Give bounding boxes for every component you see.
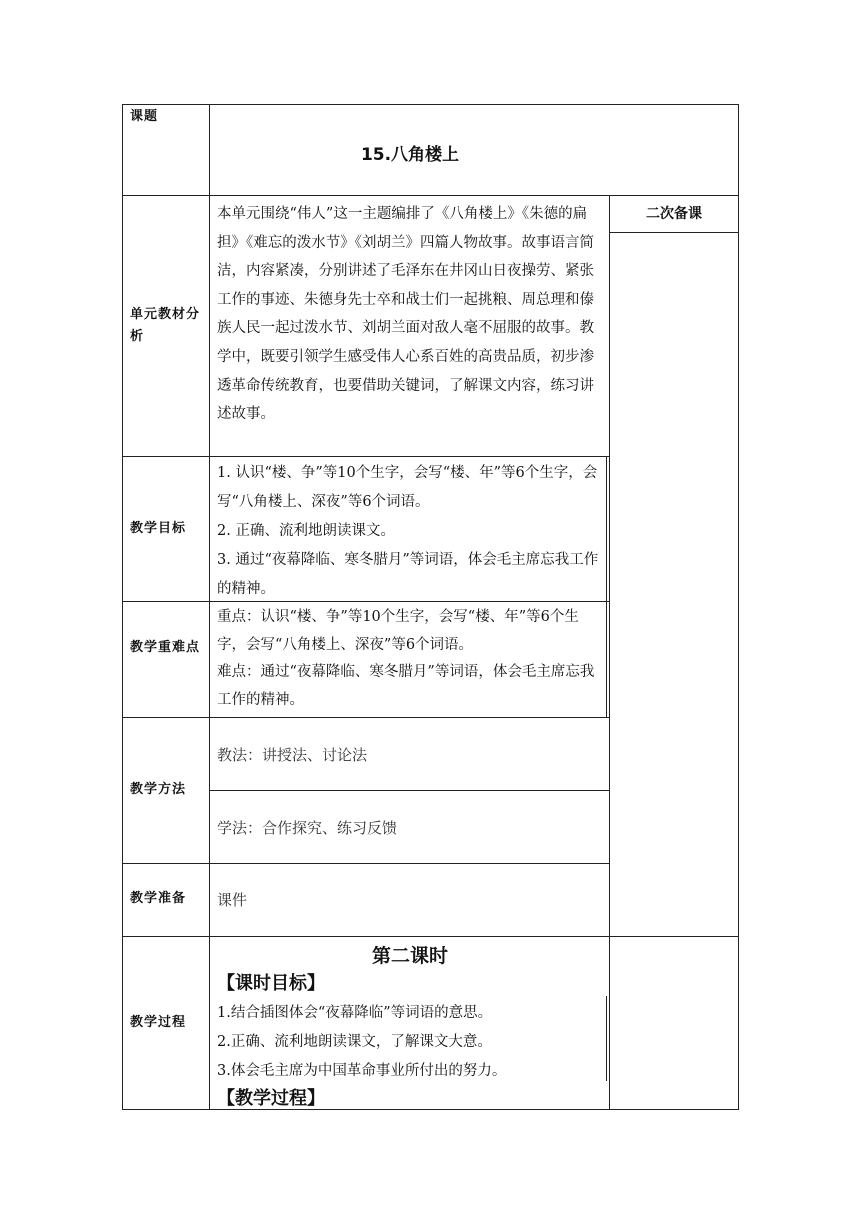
teaching-method: 教法：讲授法、讨论法 bbox=[217, 746, 368, 764]
unit-analysis-text: 本单元围绕“伟人”这一主题编排了《八角楼上》《朱德的扁担》《难忘的泼水节》《刘胡兰》四篇人物故事。故事语言简洁，内容紧凑，分别讲述了毛泽东在井冈山日夜操劳、紧张工作的事迹、朱德身先士卒和战士们一起挑粮、周总理和傣族人民一起过泼水节、刘胡兰面对敌人毫不屈服的故事。教学中，既要引领学生感受伟人心系百姓的高贵品质，初步渗透革命传统教育，也要借助关键词，了解课文内容，练习讲述故事。 bbox=[217, 206, 594, 423]
goal-header: 【课时目标】 bbox=[217, 973, 325, 994]
unit-analysis-label: 单元教材分析 bbox=[130, 307, 201, 344]
goals-label: 教学目标 bbox=[130, 521, 187, 536]
table-rule bbox=[609, 195, 610, 1110]
table-rule bbox=[122, 863, 610, 864]
section-title: 第二课时 bbox=[371, 945, 448, 967]
table-rule bbox=[122, 456, 610, 457]
table-border-left bbox=[122, 104, 123, 1110]
table-border-right bbox=[738, 104, 739, 1110]
prep-label: 教学准备 bbox=[130, 891, 187, 906]
goals-text: 1. 认识“楼、争”等10个生字，会写“楼、年”等6个生字，会写“八角楼上、深夜”等6个词语。 2. 正确、流利地朗读课文。 3. 通过“夜幕降临、寒冬腊月”等词语，体会毛主席忘我工作的精神。 bbox=[217, 465, 599, 597]
key-points-text: 重点：认识“楼、争”等10个生字，会写“楼、年”等6个生字，会写“八角楼上、深夜”等6个词语。 难点：通过“夜幕降临、寒冬腊月”等词语，体会毛主席忘我工作的精神。 bbox=[217, 609, 595, 708]
lesson-title: 15.八角楼上 bbox=[360, 145, 460, 165]
process-header: 【教学过程】 bbox=[217, 1088, 325, 1109]
methods-label: 教学方法 bbox=[130, 782, 187, 797]
learning-method: 学法：合作探究、练习反馈 bbox=[217, 819, 398, 837]
second-prep-header: 二次备课 bbox=[646, 206, 702, 222]
process-goal: 1.结合插图体会“夜幕降临”等词语的意思。 bbox=[217, 1005, 493, 1021]
prep-text: 课件 bbox=[217, 891, 248, 909]
table-border-top bbox=[122, 104, 738, 105]
table-rule bbox=[610, 232, 738, 233]
table-rule bbox=[210, 790, 610, 791]
table-border-bottom bbox=[122, 1109, 738, 1110]
table-rule bbox=[122, 717, 610, 718]
table-rule bbox=[122, 936, 738, 937]
process-label: 教学过程 bbox=[130, 1015, 187, 1030]
table-rule bbox=[606, 996, 607, 1081]
table-rule bbox=[122, 195, 738, 196]
process-goal: 3.体会毛主席为中国革命事业所付出的努力。 bbox=[217, 1063, 507, 1079]
process-goal: 2.正确、流利地朗读课文，了解课文大意。 bbox=[217, 1034, 492, 1050]
key-points-label: 教学重难点 bbox=[130, 640, 201, 655]
topic-label: 课题 bbox=[130, 109, 159, 124]
